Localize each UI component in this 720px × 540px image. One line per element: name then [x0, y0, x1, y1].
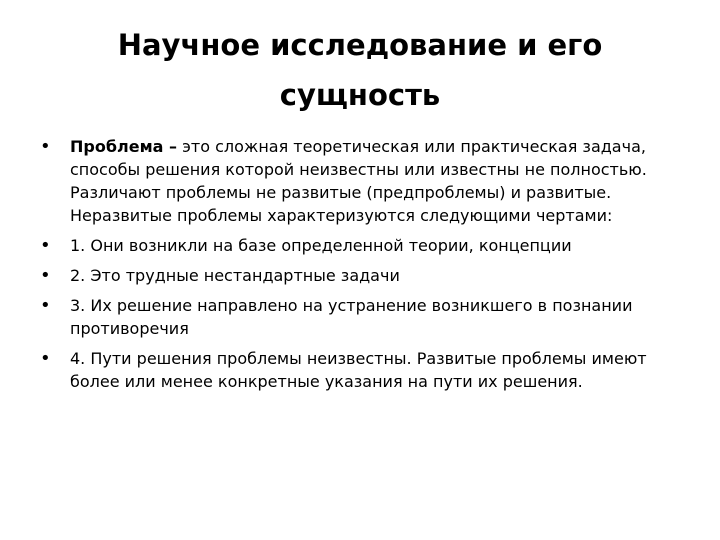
- bullet-icon: •: [40, 295, 51, 316]
- bullet-icon: •: [40, 265, 51, 286]
- bullet-item-1: [40, 234, 660, 257]
- bullet-list: [40, 135, 660, 400]
- bullet-icon: •: [40, 348, 51, 369]
- problem-definition-text: это сложная теоретическая или практическая задача, способы решения которой неизвестны или известны не полностью. Различают проблемы не развитые (предпроблемы) и развитые. Неразвитые проблемы характеризуются следующими чертами:: [70, 137, 647, 225]
- problem-term: Проблема –: [70, 137, 178, 156]
- bullet-icon: •: [40, 235, 51, 256]
- slide-title-line-1: Научное исследование и его: [117, 28, 603, 62]
- bullet-text: 2. Это трудные нестандартные задачи: [70, 266, 400, 285]
- bullet-item-problem-definition: [40, 135, 660, 227]
- bullet-item-4: [40, 347, 660, 393]
- bullet-text: 1. Они возникли на базе определенной теории, концепции: [70, 236, 572, 255]
- bullet-text: 3. Их решение направлено на устранение возникшего в познании противоречия: [70, 296, 633, 338]
- bullet-item-3: [40, 294, 660, 340]
- slide-title: [60, 20, 660, 120]
- slide-title-line-2: сущность: [279, 78, 441, 112]
- bullet-icon: •: [40, 136, 51, 157]
- bullet-text: 4. Пути решения проблемы неизвестны. Развитые проблемы имеют более или менее конкретные указания на пути их решения.: [70, 349, 647, 391]
- bullet-item-2: [40, 264, 660, 287]
